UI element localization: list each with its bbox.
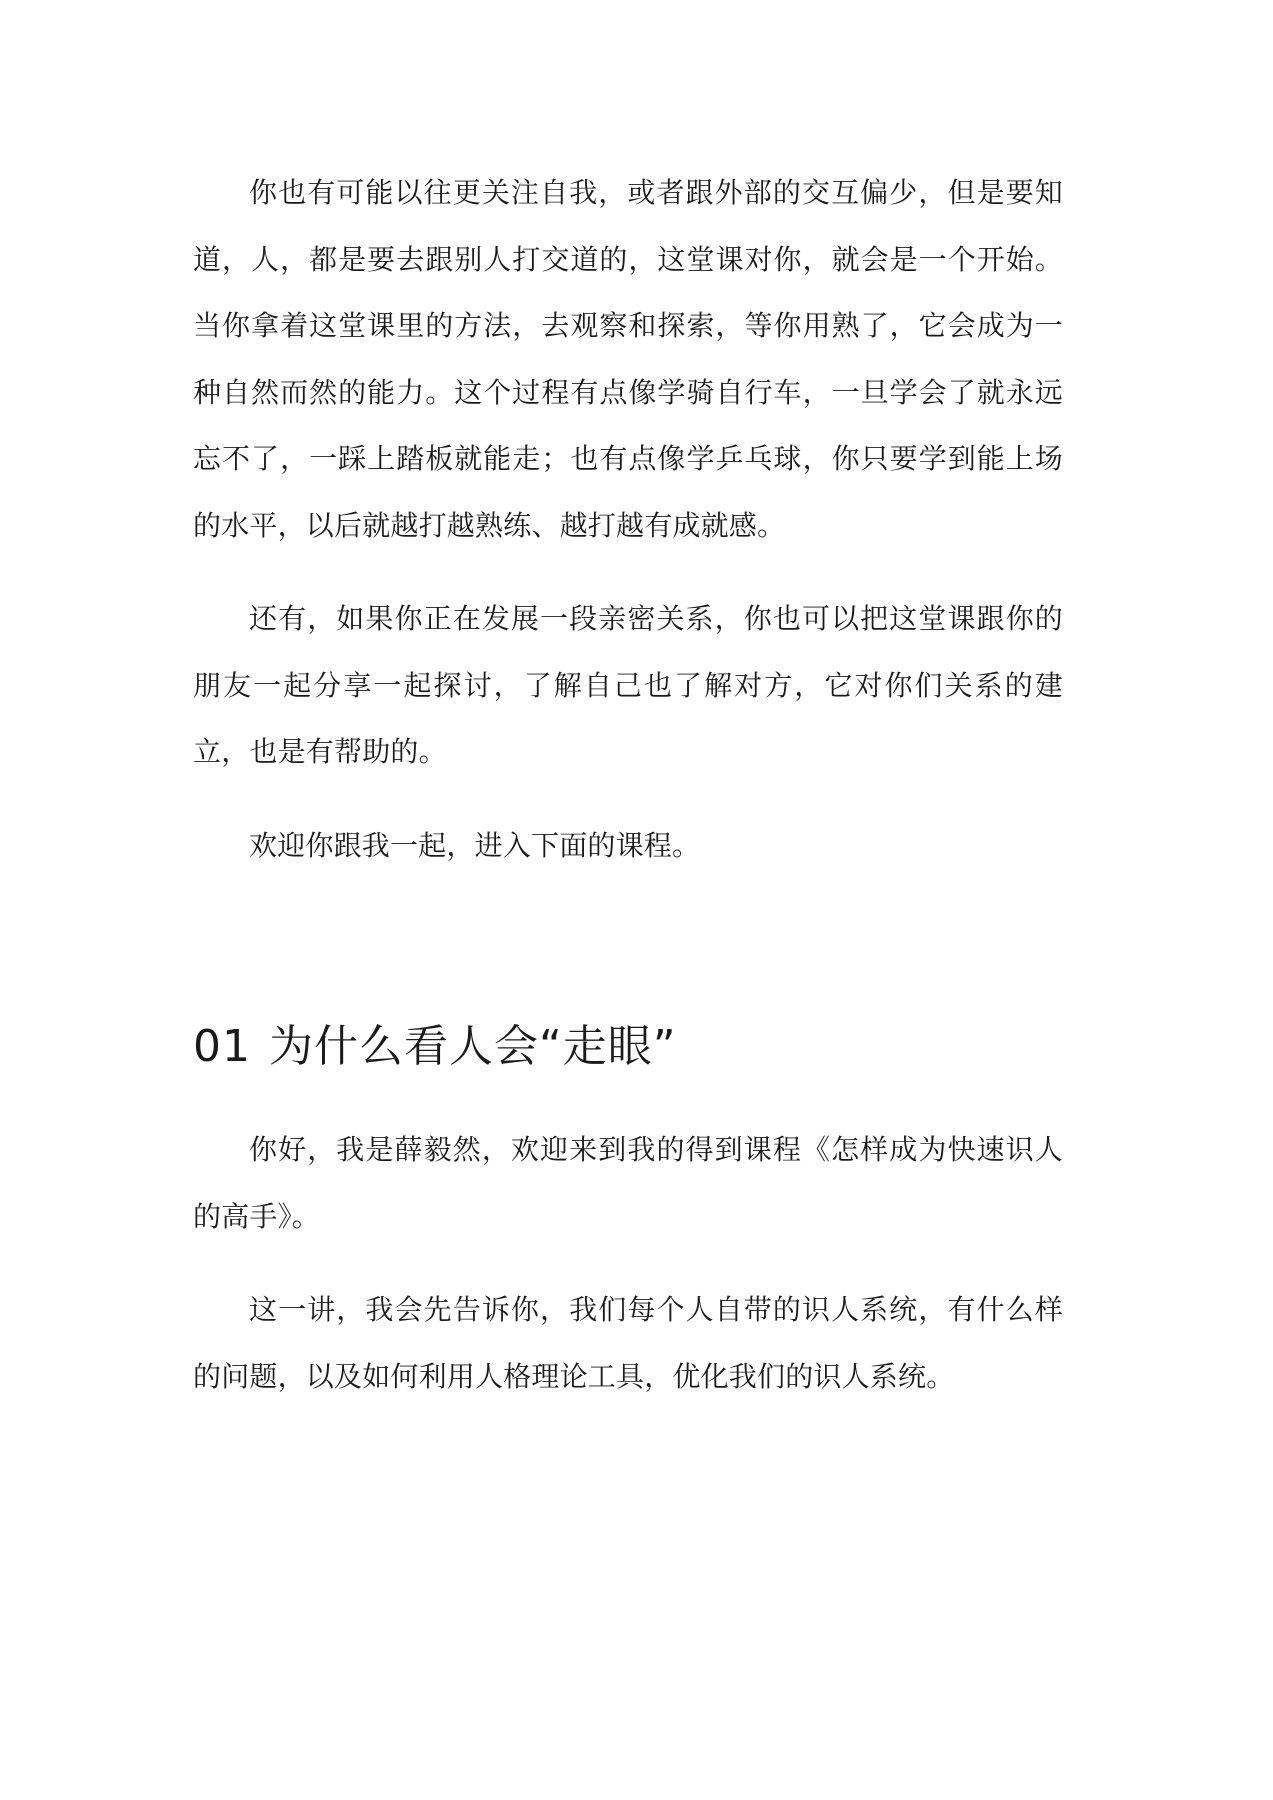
section-heading xyxy=(193,1019,1063,1075)
section-number: 01 xyxy=(193,1021,251,1072)
paragraph-intro-2: 还有，如果你正在发展一段亲密关系，你也可以把这堂课跟你的朋友一起分享一起探讨，了解自己也了解对方，它对你们关系的建立，也是有帮助的。 xyxy=(193,602,1063,768)
page-content xyxy=(193,160,1063,1410)
paragraph-section-2: 这一讲，我会先告诉你，我们每个人自带的识人系统，有什么样的问题，以及如何利用人格理论工具，优化我们的识人系统。 xyxy=(193,1293,1063,1393)
paragraph-intro-1: 你也有可能以往更关注自我，或者跟外部的交互偏少，但是要知道，人，都是要去跟别人打交道的，这堂课对你，就会是一个开始。当你拿着这堂课里的方法，去观察和探索，等你用熟了，它会成为一种自然而然的能力。这个过程有点像学骑自行车，一旦学会了就永远忘不了，一踩上踏板就能走；也有点像学乒乓球，你只要学到能上场的水平，以后就越打越熟练、越打越有成就感。 xyxy=(193,176,1063,542)
paragraph-intro-3: 欢迎你跟我一起，进入下面的课程。 xyxy=(249,828,701,862)
section-title: 为什么看人会“走眼” xyxy=(269,1021,677,1072)
paragraph-section-1: 你好，我是薛毅然，欢迎来到我的得到课程《怎样成为快速识人的高手》。 xyxy=(193,1133,1063,1233)
